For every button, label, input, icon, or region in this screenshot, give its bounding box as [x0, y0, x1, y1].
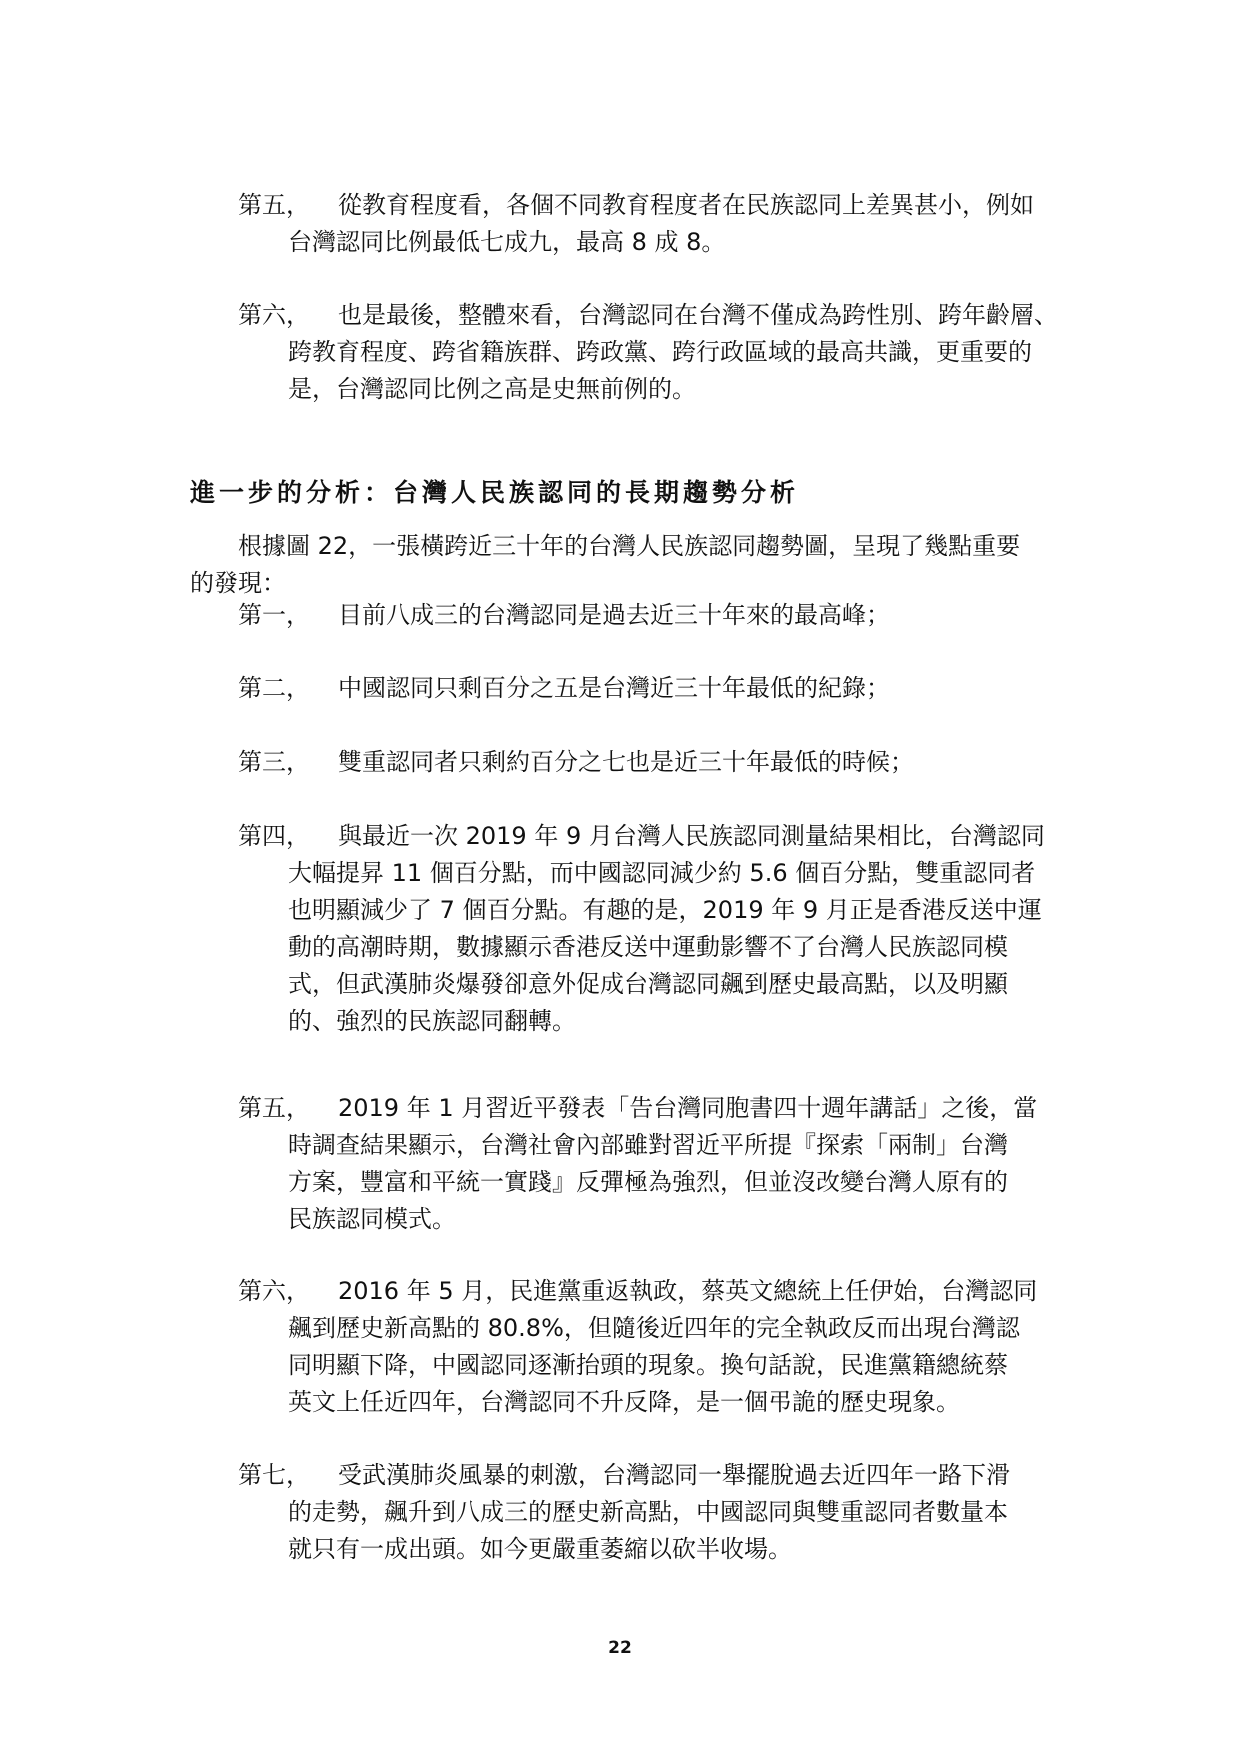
point-line: 也是最後，整體來看，台灣認同在台灣不僅成為跨性別、跨年齡層、 [338, 301, 1058, 329]
finding-3 [238, 744, 1048, 781]
earlier-point-5 [238, 187, 1048, 261]
finding-line: 受武漢肺炎風暴的刺激，台灣認同一舉擺脫過去近四年一路下滑 [338, 1461, 1010, 1489]
finding-line: 方案，豐富和平統一實踐』反彈極為強烈，但並沒改變台灣人原有的 [288, 1168, 1008, 1196]
finding-line: 目前八成三的台灣認同是過去近三十年來的最高峰； [338, 601, 890, 629]
point-line: 跨教育程度、跨省籍族群、跨政黨、跨行政區域的最高共識，更重要的 [288, 338, 1032, 366]
finding-4 [238, 818, 1048, 1040]
finding-number: 第六， [238, 1277, 310, 1305]
finding-line: 式，但武漢肺炎爆發卻意外促成台灣認同飆到歷史最高點，以及明顯 [288, 970, 1008, 998]
finding-line: 就只有一成出頭。如今更嚴重萎縮以砍半收場。 [288, 1535, 792, 1563]
finding-line: 的走勢，飆升到八成三的歷史新高點，中國認同與雙重認同者數量本 [288, 1498, 1008, 1526]
finding-6 [238, 1273, 1048, 1421]
point-line: 是，台灣認同比例之高是史無前例的。 [288, 375, 696, 403]
finding-line: 2016 年 5 月，民進黨重返執政，蔡英文總統上任伊始，台灣認同 [338, 1277, 1038, 1305]
finding-number: 第四， [238, 822, 310, 850]
point-number: 第六， [238, 301, 310, 329]
finding-line: 中國認同只剩百分之五是台灣近三十年最低的紀錄； [338, 674, 890, 702]
finding-line: 也明顯減少了 7 個百分點。有趣的是，2019 年 9 月正是香港反送中運 [288, 896, 1042, 924]
finding-number: 第二， [238, 674, 310, 702]
finding-line: 與最近一次 2019 年 9 月台灣人民族認同測量結果相比，台灣認同 [338, 822, 1045, 850]
point-number: 第五， [238, 191, 310, 219]
page-number: 22 [608, 1638, 632, 1658]
finding-line: 動的高潮時期，數據顯示香港反送中運動影響不了台灣人民族認同模 [288, 933, 1008, 961]
intro-line: 的發現： [190, 569, 286, 597]
finding-2 [238, 670, 1048, 707]
finding-5 [238, 1090, 1048, 1238]
finding-line: 英文上任近四年，台灣認同不升反降，是一個弔詭的歷史現象。 [288, 1388, 960, 1416]
finding-line: 時調查結果顯示，台灣社會內部雖對習近平所提『探索「兩制」台灣 [288, 1131, 1008, 1159]
finding-number: 第一， [238, 601, 310, 629]
point-line: 台灣認同比例最低七成九，最高 8 成 8。 [288, 228, 726, 256]
finding-7 [238, 1457, 1048, 1568]
finding-line: 2019 年 1 月習近平發表「告台灣同胞書四十週年講話」之後，當 [338, 1094, 1038, 1122]
finding-line: 同明顯下降，中國認同逐漸抬頭的現象。換句話說，民進黨籍總統蔡 [288, 1351, 1008, 1379]
finding-line: 雙重認同者只剩約百分之七也是近三十年最低的時候； [338, 748, 914, 776]
intro-paragraph [190, 528, 1050, 602]
finding-line: 民族認同模式。 [288, 1205, 456, 1233]
point-line: 從教育程度看，各個不同教育程度者在民族認同上差異甚小，例如 [338, 191, 1034, 219]
intro-line: 根據圖 22，一張橫跨近三十年的台灣人民族認同趨勢圖，呈現了幾點重要 [238, 532, 1021, 560]
finding-line: 大幅提昇 11 個百分點，而中國認同減少約 5.6 個百分點，雙重認同者 [288, 859, 1036, 887]
finding-line: 飆到歷史新高點的 80.8%，但隨後近四年的完全執政反而出現台灣認 [288, 1314, 1020, 1342]
finding-number: 第七， [238, 1461, 310, 1489]
finding-1 [238, 597, 1048, 634]
earlier-point-6 [238, 297, 1058, 408]
finding-number: 第三， [238, 748, 310, 776]
finding-line: 的、強烈的民族認同翻轉。 [288, 1007, 576, 1035]
section-heading: 進一步的分析：台灣人民族認同的長期趨勢分析 [190, 478, 800, 507]
finding-number: 第五， [238, 1094, 310, 1122]
